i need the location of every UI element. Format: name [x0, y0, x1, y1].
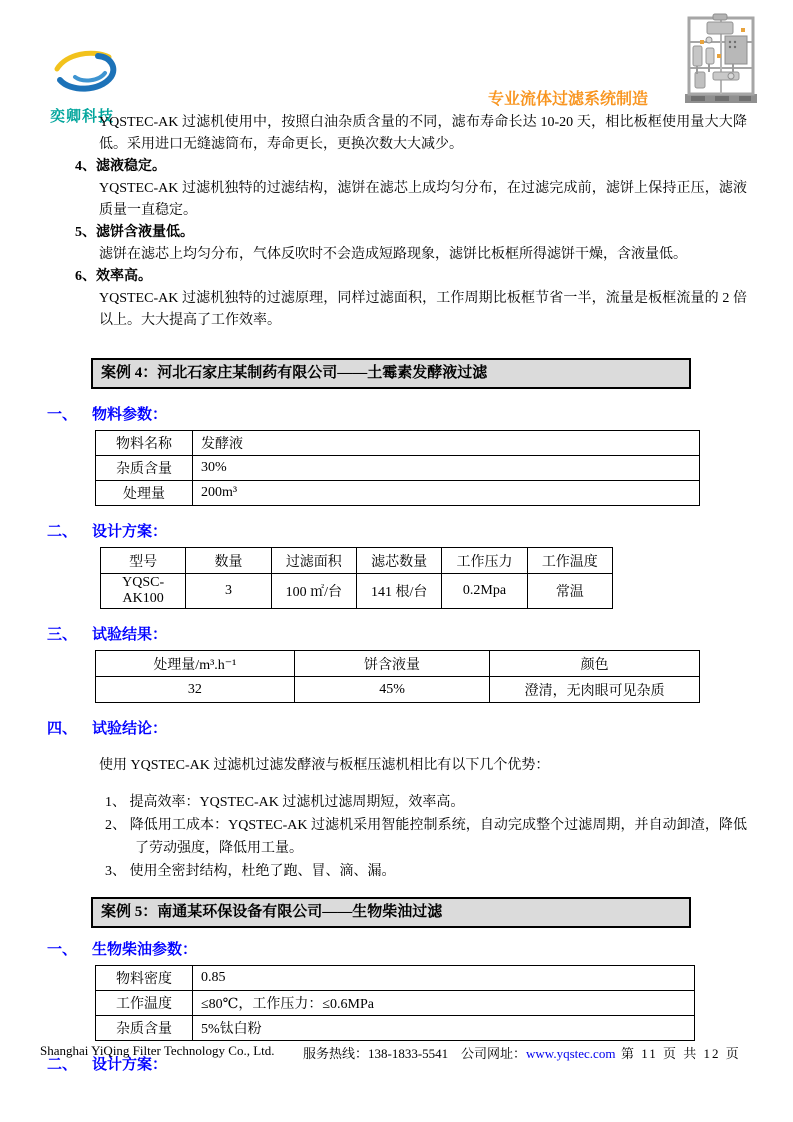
- footer-hotline: 服务热线：138-1833-5541: [303, 1046, 449, 1061]
- feature-6-body: YQSTEC-AK 过滤机独特的过滤原理，同样过滤面积，工作周期比板框节省一半，流量是板框流量的 2 倍以上。大大提高了工作效率。: [99, 291, 747, 328]
- table-header-row: [101, 548, 613, 574]
- footer-website-label: 公司网址：: [461, 1046, 527, 1061]
- section-number: 三、: [47, 627, 78, 643]
- table-row: [96, 966, 695, 991]
- table-cell: 100 ㎡/台: [271, 574, 356, 609]
- section-title: 物料参数：: [92, 407, 168, 423]
- table-row: [96, 1016, 695, 1041]
- intro-paragraph: YQSTEC-AK 过滤机使用中，按照白油杂质含量的不同，滤布寿命长达 10-20 天，相比板框使用量大大降低。采用进口无缝滤筒布，寿命更长，更换次数大大减少。: [99, 115, 747, 152]
- conclusion-item-3: 3、 使用全密封结构，杜绝了跑、冒、滴、漏。: [105, 864, 396, 879]
- section-number: 四、: [47, 721, 78, 737]
- section-number: 二、: [47, 1057, 78, 1073]
- column-header: 饼含液量: [294, 651, 490, 677]
- feature-4-body: YQSTEC-AK 过滤机独特的过滤结构，滤饼在滤芯上成均匀分布，在过滤完成前，滤饼上保持正压，滤液质量一直稳定。: [99, 181, 747, 218]
- document-body: [47, 112, 747, 1080]
- section-title: 设计方案：: [92, 524, 168, 540]
- table-cell-value: 200m³: [193, 481, 700, 506]
- table-cell: 141 根/台: [356, 574, 441, 609]
- feature-4-title: 4、滤液稳定。: [75, 159, 166, 174]
- table-cell-label: 工作温度: [96, 991, 193, 1016]
- column-header: 工作温度: [527, 548, 612, 574]
- case4-section-conclusion: [47, 719, 747, 740]
- biodiesel-parameters-table: [95, 965, 695, 1041]
- test-result-table: [95, 650, 700, 703]
- table-cell-label: 杂质含量: [96, 1016, 193, 1041]
- material-parameters-table: [95, 430, 700, 506]
- conclusion-item-2: 2、 降低用工成本：YQSTEC-AK 过滤机采用智能控制系统，自动完成整个过滤周期，并自动卸渣，降低了劳动强度，降低用工量。: [105, 818, 747, 856]
- section-title: 设计方案：: [92, 1057, 168, 1073]
- case5-header-box: 案例 5：南通某环保设备有限公司——生物柴油过滤: [91, 897, 691, 928]
- table-cell: 45%: [294, 677, 490, 703]
- table-row: [96, 431, 700, 456]
- footer-company-name: Shanghai YiQing Filter Technology Co., Ltd.: [40, 1043, 275, 1058]
- table-cell: 3: [186, 574, 271, 609]
- table-header-row: [96, 651, 700, 677]
- logo-swoosh-icon: [50, 48, 122, 98]
- column-header: 滤芯数量: [356, 548, 441, 574]
- case4-section-design: [47, 522, 747, 543]
- table-cell-value: 5%钛白粉: [193, 1016, 695, 1041]
- feature-5-title: 5、滤饼含液量低。: [75, 225, 194, 240]
- table-cell: 常温: [527, 574, 612, 609]
- table-cell: 32: [96, 677, 295, 703]
- table-row: [101, 574, 613, 609]
- table-cell-label: 物料名称: [96, 431, 193, 456]
- column-header: 工作压力: [442, 548, 527, 574]
- section-number: 一、: [47, 942, 78, 958]
- footer-website: [461, 1043, 615, 1062]
- table-cell: 澄清，无肉眼可见杂质: [490, 677, 700, 703]
- feature-6-title: 6、效率高。: [75, 269, 152, 284]
- table-row: [96, 481, 700, 506]
- design-scheme-table: [100, 547, 613, 609]
- case5-section-param: [47, 940, 747, 961]
- section-title: 试验结果：: [92, 627, 168, 643]
- column-header: 过滤面积: [271, 548, 356, 574]
- table-row: [96, 456, 700, 481]
- case4-section-result: [47, 625, 747, 646]
- table-row: [96, 677, 700, 703]
- footer-website-link[interactable]: www.yqstec.com: [526, 1046, 616, 1061]
- column-header: 处理量/m³.h⁻¹: [96, 651, 295, 677]
- table-cell-value: 30%: [193, 456, 700, 481]
- table-cell-label: 杂质含量: [96, 456, 193, 481]
- section-number: 一、: [47, 407, 78, 423]
- section-title: 试验结论：: [92, 721, 168, 737]
- feature-5-body: 滤饼在滤芯上均匀分布，气体反吹时不会造成短路现象，滤饼比板框所得滤饼干燥，含液量低。: [99, 247, 687, 262]
- equipment-photo: [673, 10, 771, 108]
- table-cell-label: 物料密度: [96, 966, 193, 991]
- footer-page-number: 第 11 页 共 12 页: [621, 1046, 741, 1061]
- header-slogan: 专业流体过滤系统制造: [488, 91, 649, 108]
- table-cell: YQSC-AK100: [101, 574, 186, 609]
- column-header: 数量: [186, 548, 271, 574]
- conclusion-intro: 使用 YQSTEC-AK 过滤机过滤发酵液与板框压滤机相比有以下几个优势：: [99, 758, 550, 773]
- section-number: 二、: [47, 524, 78, 540]
- case4-header-box: 案例 4：河北石家庄某制药有限公司——土霉素发酵液过滤: [91, 358, 691, 389]
- table-cell-value: ≤80℃，工作压力：≤0.6MPa: [193, 991, 695, 1016]
- column-header: 型号: [101, 548, 186, 574]
- section-title: 生物柴油参数：: [92, 942, 198, 958]
- table-row: [96, 991, 695, 1016]
- conclusion-item-1: 1、 提高效率：YQSTEC-AK 过滤机过滤周期短，效率高。: [105, 795, 465, 810]
- column-header: 颜色: [490, 651, 700, 677]
- table-cell-value: 0.85: [193, 966, 695, 991]
- table-cell-label: 处理量: [96, 481, 193, 506]
- table-cell: 0.2Mpa: [442, 574, 527, 609]
- case4-section-material: [47, 405, 747, 426]
- table-cell-value: 发酵液: [193, 431, 700, 456]
- logo-text: 奕卿科技: [50, 108, 115, 125]
